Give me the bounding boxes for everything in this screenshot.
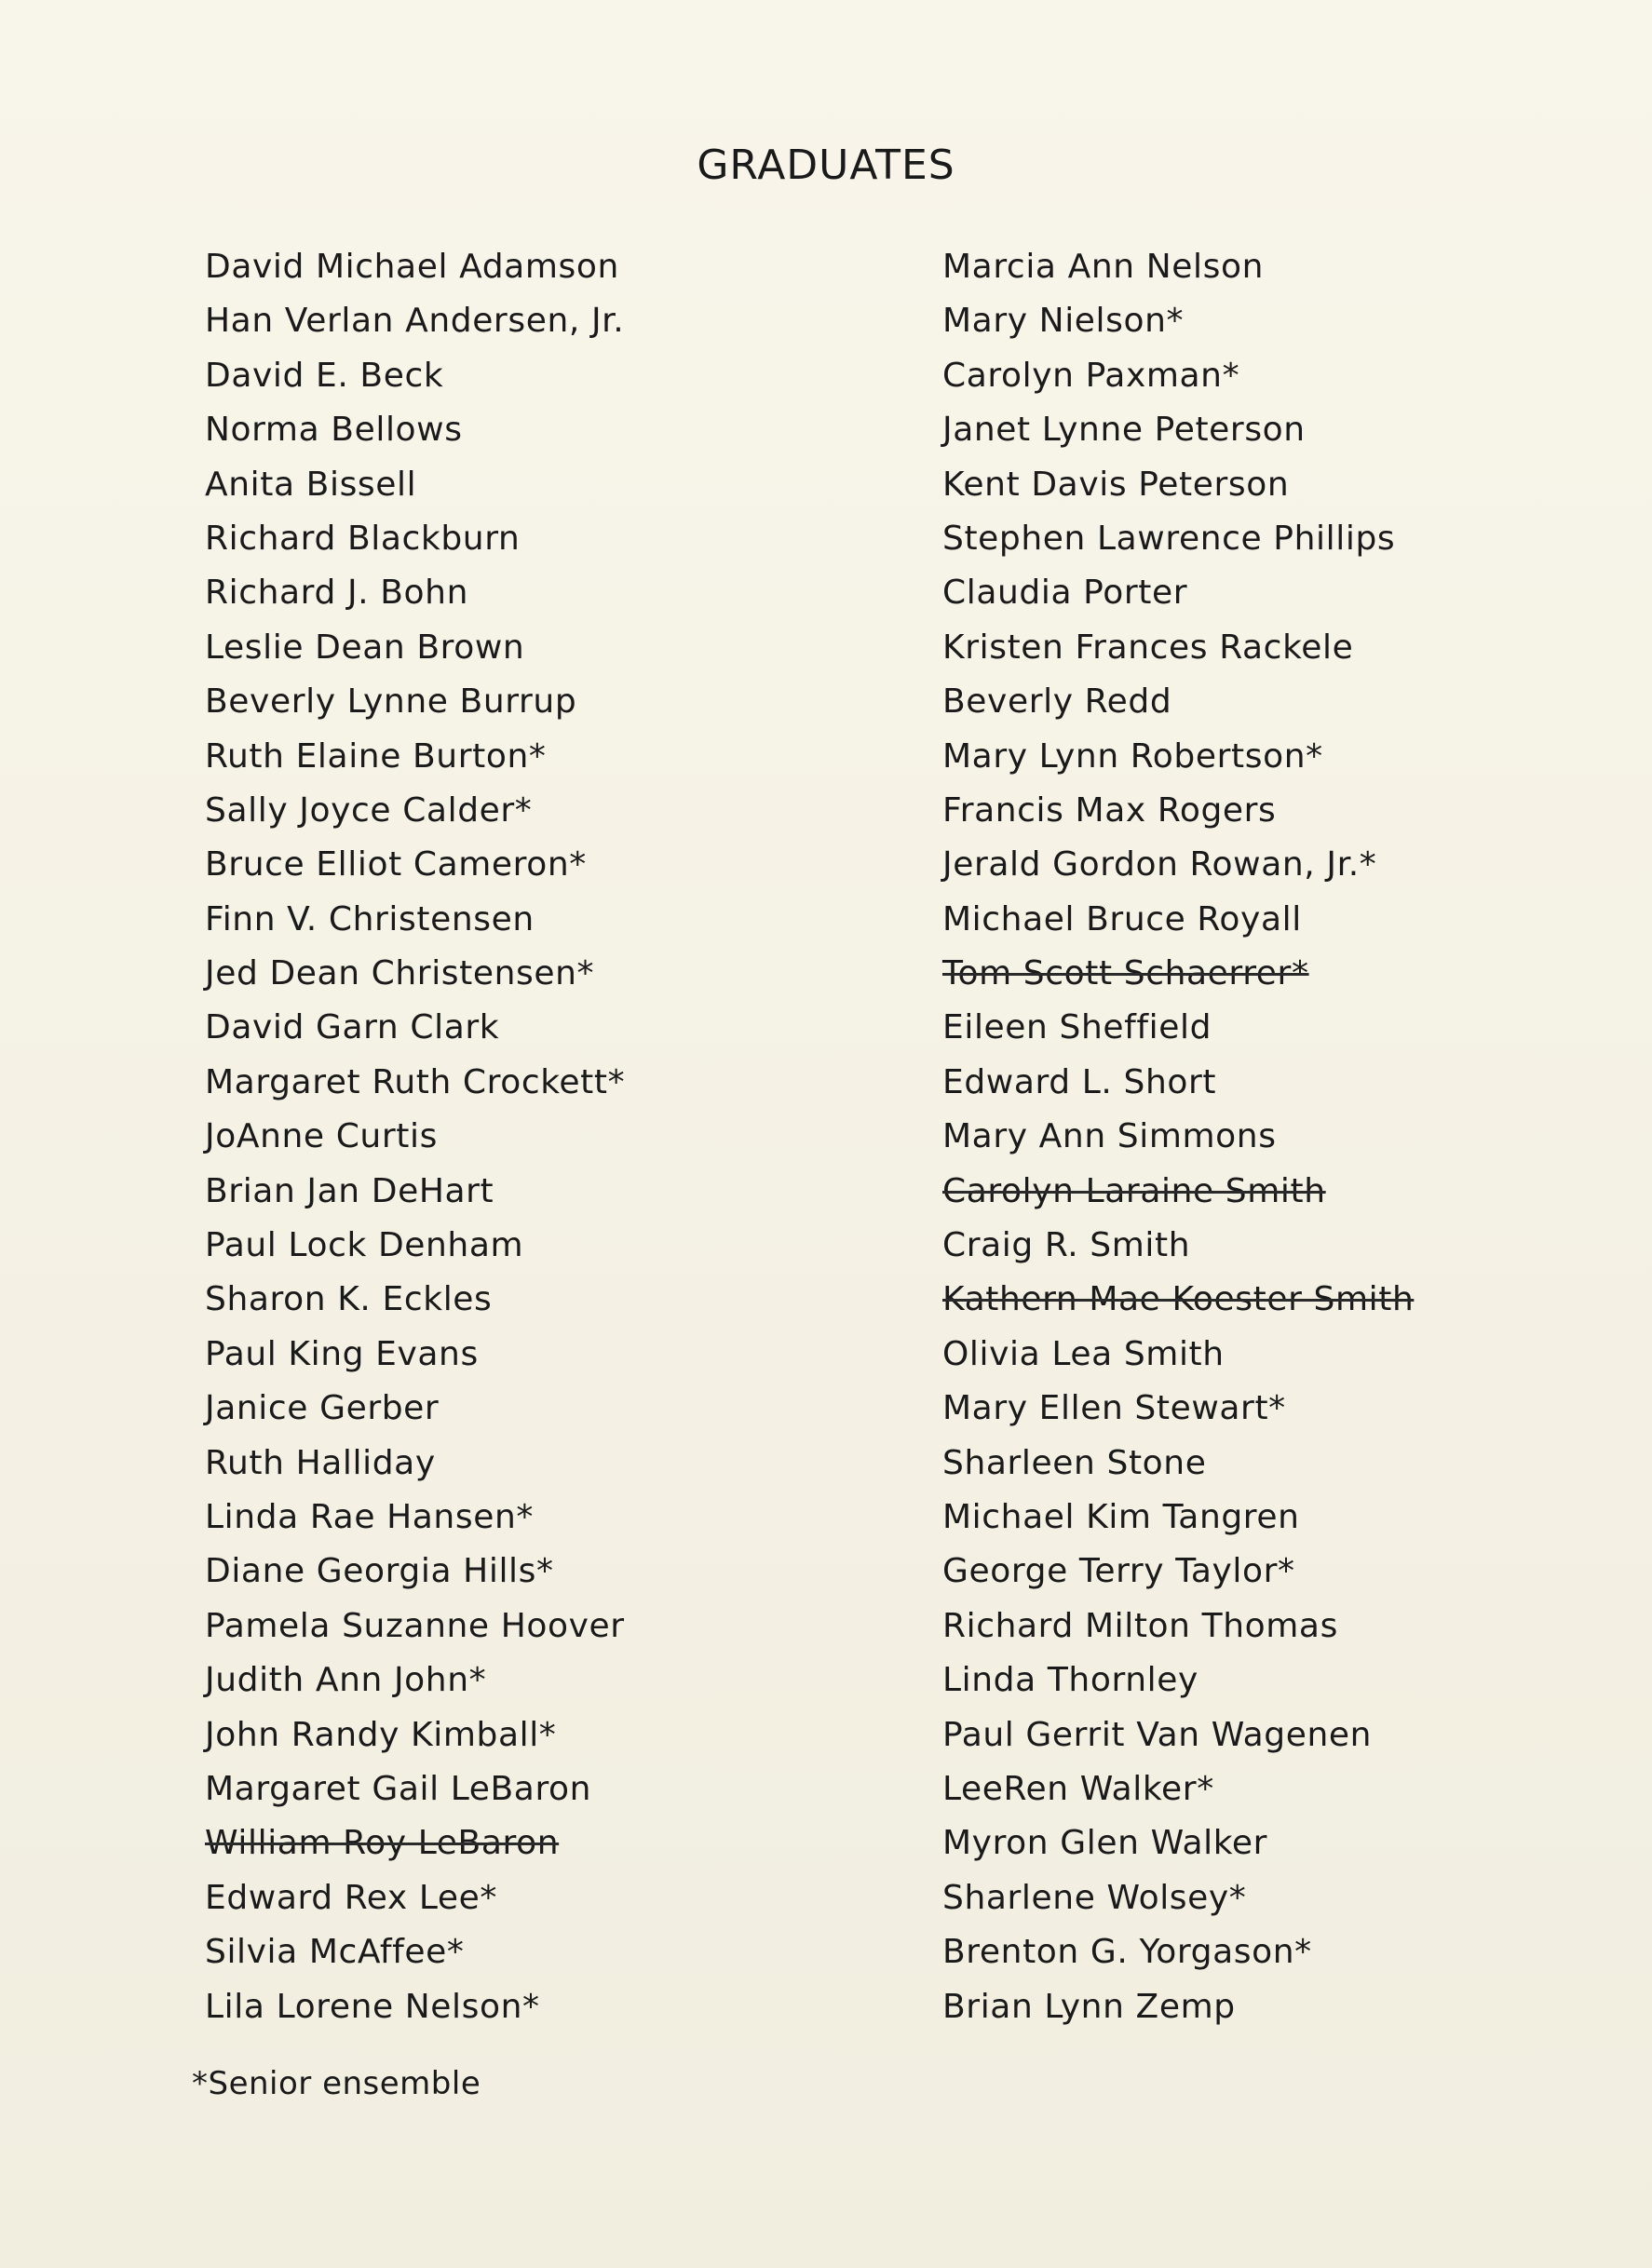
graduate-name: Janice Gerber xyxy=(205,1389,440,1428)
graduate-name: Richard Blackburn xyxy=(205,519,521,558)
graduate-name: Beverly Lynne Burrup xyxy=(205,682,577,722)
graduate-name: George Terry Taylor* xyxy=(942,1552,1295,1591)
graduate-name: David Michael Adamson xyxy=(205,248,619,286)
graduate-name: John Randy Kimball* xyxy=(205,1715,557,1754)
graduate-name: Kathern Mae Koester Smith xyxy=(942,1280,1415,1319)
graduate-name: Claudia Porter xyxy=(942,574,1188,613)
graduate-name: Norma Bellows xyxy=(205,411,463,450)
graduate-name: Kristen Frances Rackele xyxy=(942,628,1354,667)
graduate-name: Michael Bruce Royall xyxy=(942,899,1302,938)
graduate-name: Ruth Halliday xyxy=(205,1443,436,1482)
graduate-name: William Roy LeBaron xyxy=(205,1824,560,1863)
graduate-name: Richard J. Bohn xyxy=(205,574,469,613)
graduate-name: Lila Lorene Nelson* xyxy=(205,1987,540,2026)
graduate-name: Craig R. Smith xyxy=(942,1226,1191,1265)
graduate-name: Paul Lock Denham xyxy=(205,1226,524,1265)
graduate-name: Ruth Elaine Burton* xyxy=(205,736,547,776)
graduate-name: Francis Max Rogers xyxy=(942,790,1277,830)
graduate-name: Brian Jan DeHart xyxy=(205,1171,494,1210)
page-title: GRADUATES xyxy=(697,142,955,189)
graduates-left-column xyxy=(205,240,782,2034)
graduate-name: Janet Lynne Peterson xyxy=(942,411,1306,450)
graduate-name: Leslie Dean Brown xyxy=(205,628,525,667)
graduate-name: Linda Thornley xyxy=(942,1661,1198,1700)
graduate-name: JoAnne Curtis xyxy=(205,1117,438,1156)
graduate-name: Paul King Evans xyxy=(205,1334,479,1373)
graduate-name: David Garn Clark xyxy=(205,1008,500,1047)
graduate-name: Edward Rex Lee* xyxy=(205,1878,497,1917)
graduate-name: LeeRen Walker* xyxy=(942,1769,1214,1808)
graduate-name: Sally Joyce Calder* xyxy=(205,790,533,830)
graduate-name: Mary Ann Simmons xyxy=(942,1117,1277,1156)
graduate-name: Stephen Lawrence Phillips xyxy=(942,519,1396,558)
graduate-name: Mary Lynn Robertson* xyxy=(942,736,1323,776)
graduate-name: Carolyn Laraine Smith xyxy=(942,1171,1326,1210)
graduate-name: Finn V. Christensen xyxy=(205,899,535,938)
graduate-name: Carolyn Paxman* xyxy=(942,356,1240,395)
graduate-name: Han Verlan Andersen, Jr. xyxy=(205,302,625,341)
graduate-name: Richard Milton Thomas xyxy=(942,1606,1338,1645)
graduate-name: Kent Davis Peterson xyxy=(942,465,1290,504)
graduate-name: Marcia Ann Nelson xyxy=(942,248,1265,286)
graduate-name: Edward L. Short xyxy=(942,1062,1217,1101)
graduate-name: Sharlene Wolsey* xyxy=(942,1878,1247,1917)
graduate-name: Linda Rae Hansen* xyxy=(205,1497,534,1536)
graduate-name: Silvia McAffee* xyxy=(205,1933,465,1972)
footnote: *Senior ensemble xyxy=(192,2065,481,2102)
graduate-name: Jerald Gordon Rowan, Jr.* xyxy=(942,845,1377,884)
graduate-name: Brenton G. Yorgason* xyxy=(942,1933,1312,1972)
graduate-name: Myron Glen Walker xyxy=(942,1824,1268,1863)
graduate-name: Bruce Elliot Cameron* xyxy=(205,845,587,884)
graduate-name: Pamela Suzanne Hoover xyxy=(205,1606,625,1645)
graduate-name: Anita Bissell xyxy=(205,465,417,504)
graduates-right-column xyxy=(942,240,1520,2034)
graduate-name: Eileen Sheffield xyxy=(942,1008,1212,1047)
graduate-name: Paul Gerrit Van Wagenen xyxy=(942,1715,1373,1754)
graduate-name: Beverly Redd xyxy=(942,682,1172,722)
graduate-name: David E. Beck xyxy=(205,356,444,395)
graduate-name: Brian Lynn Zemp xyxy=(942,1987,1236,2026)
graduate-name: Judith Ann John* xyxy=(205,1661,487,1700)
graduate-name: Margaret Ruth Crockett* xyxy=(205,1062,626,1101)
graduate-name: Mary Nielson* xyxy=(942,302,1185,341)
graduate-name: Sharon K. Eckles xyxy=(205,1280,493,1319)
graduate-name: Tom Scott Schaerrer* xyxy=(942,954,1309,993)
graduate-name: Diane Georgia Hills* xyxy=(205,1552,554,1591)
graduate-name: Sharleen Stone xyxy=(942,1443,1207,1482)
graduate-name: Mary Ellen Stewart* xyxy=(942,1389,1286,1428)
graduate-name: Michael Kim Tangren xyxy=(942,1497,1300,1536)
graduate-name: Margaret Gail LeBaron xyxy=(205,1769,592,1808)
graduate-name: Olivia Lea Smith xyxy=(942,1334,1225,1373)
graduate-name: Jed Dean Christensen* xyxy=(205,954,595,993)
